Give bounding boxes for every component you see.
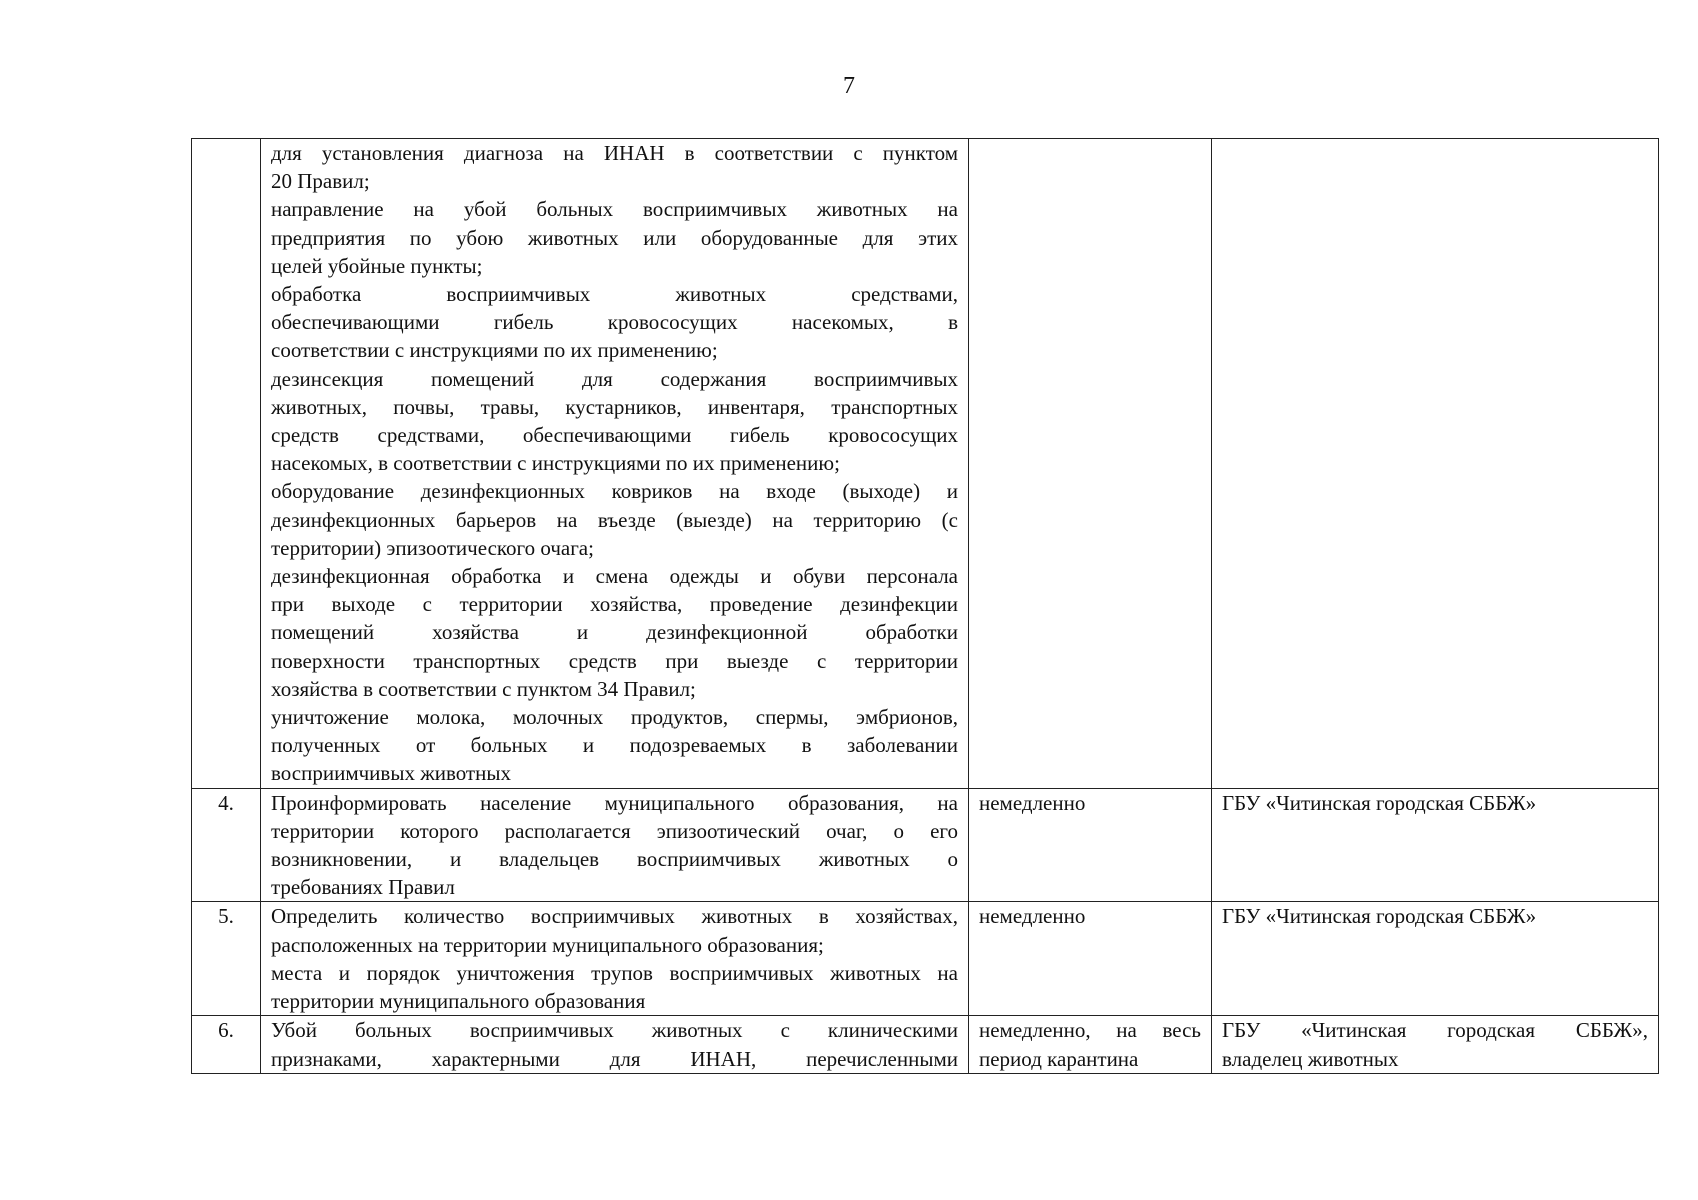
- text-line: расположенных на территории муниципального образования;: [271, 932, 824, 957]
- text-line: направление на убой больных восприимчивых животных на: [271, 197, 958, 222]
- text-line: хозяйства в соответствии с пунктом 34 Правил;: [271, 676, 696, 701]
- action-cell: [261, 788, 969, 902]
- term-cell: немедленно: [969, 902, 1212, 1016]
- text-line: при выходе с территории хозяйства, проведение дезинфекции: [271, 592, 958, 617]
- text-line: полученных от больных и подозреваемых в заболевании: [271, 733, 958, 758]
- text-line: обработка восприимчивых животных средствами,: [271, 282, 958, 307]
- action-cell: [261, 139, 969, 789]
- table-row: [192, 788, 1659, 902]
- responsible-cell: [1212, 902, 1659, 1016]
- text-line: предприятия по убою животных или оборудованные для этих: [271, 225, 958, 250]
- text-line: территории муниципального образования: [271, 989, 646, 1014]
- text-line: насекомых, в соответствии с инструкциями по их применению;: [271, 451, 840, 476]
- responsible-text: ГБУ «Читинская городская СББЖ»: [1222, 904, 1537, 929]
- paragraph: [271, 703, 958, 788]
- action-cell: [261, 1016, 969, 1073]
- text-line: дезинфекционная обработка и смена одежды и обуви персонала: [271, 564, 958, 589]
- text-line: признаками, характерными для ИНАН, перечисленными: [271, 1046, 958, 1071]
- text-line: владелец животных: [1222, 1046, 1399, 1071]
- text-line: дезинфекционных барьеров на въезде (выезде) на территорию (с: [271, 507, 958, 532]
- row-number-cell: [192, 139, 261, 789]
- text-line: Проинформировать население муниципального образования, на: [271, 790, 958, 815]
- text-line: целей убойные пункты;: [271, 253, 483, 278]
- text-line: средств средствами, обеспечивающими гибель кровососущих: [271, 423, 958, 448]
- row-number: 4.: [192, 788, 261, 902]
- text-line: немедленно, на весь: [979, 1018, 1201, 1043]
- text-line: для установления диагноза на ИНАН в соответствии с пунктом: [271, 141, 958, 165]
- text-line: соответствии с инструкциями по их применению;: [271, 338, 718, 363]
- text-line: территории) эпизоотического очага;: [271, 535, 594, 560]
- text-line: уничтожение молока, молочных продуктов, спермы, эмбрионов,: [271, 705, 958, 730]
- text-line: восприимчивых животных: [271, 761, 511, 786]
- text-line: 20 Правил;: [271, 169, 370, 194]
- text-line: обеспечивающими гибель кровососущих насекомых, в: [271, 310, 958, 335]
- text-line: животных, почвы, травы, кустарников, инвентаря, транспортных: [271, 394, 958, 419]
- text-line: требованиях Правил: [271, 875, 455, 900]
- table-row: [192, 1016, 1659, 1073]
- term-cell: [969, 139, 1212, 789]
- term-cell: немедленно: [969, 788, 1212, 902]
- table-row: [192, 902, 1659, 1016]
- paragraph: [271, 195, 958, 280]
- text-line: помещений хозяйства и дезинфекционной обработки: [271, 620, 958, 645]
- measures-table: [191, 138, 1659, 1074]
- term-cell: [969, 1016, 1212, 1073]
- responsible-text: ГБУ «Читинская городская СББЖ»: [1222, 790, 1537, 815]
- responsible-cell: [1212, 788, 1659, 902]
- text-line: возникновении, и владельцев восприимчивых животных о: [271, 847, 958, 872]
- text-line: поверхности транспортных средств при выезде с территории: [271, 648, 958, 673]
- text-line: места и порядок уничтожения трупов восприимчивых животных на: [271, 960, 958, 985]
- page-number: 7: [843, 73, 855, 99]
- paragraph: [271, 280, 958, 365]
- row-number: 5.: [192, 902, 261, 1016]
- row-number: 6.: [192, 1016, 261, 1073]
- paragraph: [271, 139, 958, 195]
- paragraph: [271, 562, 958, 703]
- text-line: дезинсекция помещений для содержания восприимчивых: [271, 366, 958, 391]
- paragraph: [271, 365, 958, 478]
- responsible-cell: [1212, 1016, 1659, 1073]
- text-line: Убой больных восприимчивых животных с клиническими: [271, 1018, 958, 1043]
- paragraph: [271, 477, 958, 562]
- text-line: период карантина: [979, 1046, 1139, 1071]
- responsible-cell: [1212, 139, 1659, 789]
- text-line: оборудование дезинфекционных ковриков на входе (выходе) и: [271, 479, 958, 504]
- action-cell: [261, 902, 969, 1016]
- text-line: территории которого располагается эпизоотический очаг, о его: [271, 818, 958, 843]
- table-row-continuation: [192, 139, 1659, 789]
- text-line: Определить количество восприимчивых животных в хозяйствах,: [271, 904, 958, 929]
- text-line: ГБУ «Читинская городская СББЖ»,: [1222, 1018, 1648, 1043]
